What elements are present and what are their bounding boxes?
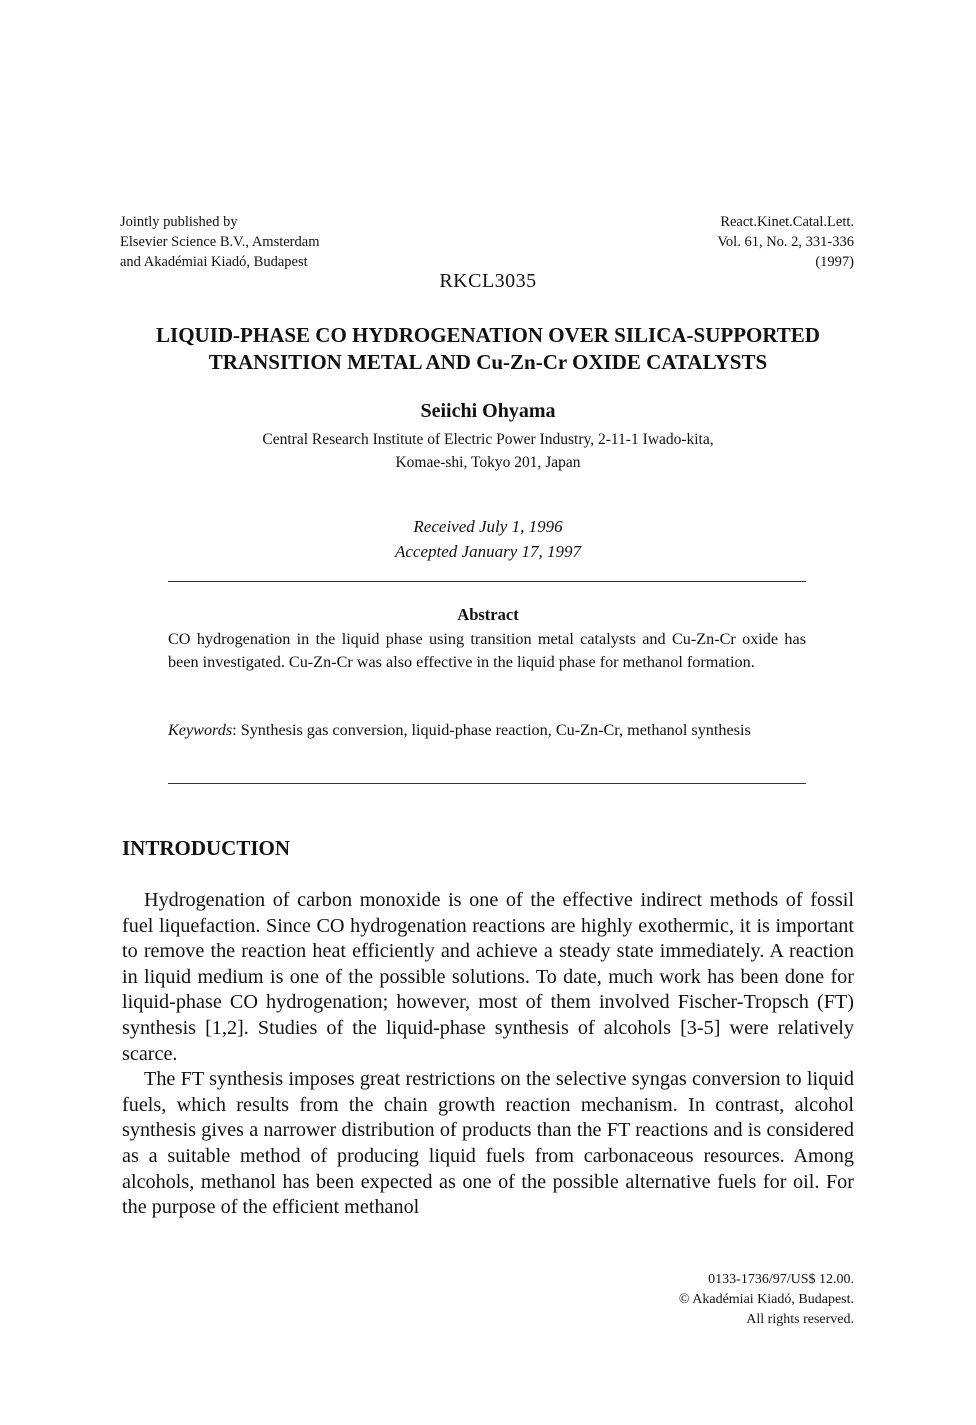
- keywords: [168, 719, 806, 742]
- article-code: RKCL3035: [439, 270, 537, 292]
- author-name: Seiichi Ohyama: [420, 400, 556, 422]
- journal-citation: [554, 212, 854, 272]
- footer-line: 0133-1736/97/US$ 12.00.: [708, 1272, 854, 1287]
- article-title: [100, 322, 876, 376]
- journal-line: React.Kinet.Catal.Lett.: [720, 214, 854, 230]
- title-line: TRANSITION METAL AND Cu-Zn-Cr OXIDE CATALYSTS: [208, 350, 768, 374]
- top-divider: [168, 581, 806, 582]
- title-line: LIQUID-PHASE CO HYDROGENATION OVER SILICA-SUPPORTED: [156, 323, 820, 347]
- article-dates: [0, 514, 976, 564]
- publisher-info: [120, 212, 450, 272]
- journal-line: Vol. 61, No. 2, 331-336: [717, 234, 854, 250]
- introduction-body: [122, 888, 854, 1221]
- introduction-heading: INTRODUCTION: [122, 836, 291, 860]
- publisher-line: and Akadémiai Kiadó, Budapest: [120, 254, 308, 270]
- abstract-heading: Abstract: [457, 605, 519, 624]
- paragraph: The FT synthesis imposes great restrictions on the selective syngas conversion to liquid fuels, which results from the chain growth reaction mechanism. In contrast, alcohol synthesis gives a narrower distribution of products than the FT reactions and is considered as a suitable method of producing liquid fuels from carbonaceous resources. Among alcohols, methanol has been expected as one of the possible alternative fuels for oil. For the purpose of the efficient methanol: [122, 1068, 854, 1219]
- author-affiliation: [0, 428, 976, 474]
- paragraph: Hydrogenation of carbon monoxide is one of the effective indirect methods of fossil fuel liquefaction. Since CO hydrogenation reactions are highly exothermic, it is important to remove the reaction heat efficiently and achieve a steady state immediately. A reaction in liquid medium is one of the possible solutions. To date, much work has been done for liquid-phase CO hydrogenation; however, most of them involved Fischer-Tropsch (FT) synthesis [1,2]. Studies of the liquid-phase synthesis of alcohols [3-5] were relatively scarce.: [122, 889, 854, 1065]
- affiliation-line: Komae-shi, Tokyo 201, Japan: [395, 454, 581, 471]
- footer-line: © Akadémiai Kiadó, Budapest.: [678, 1292, 854, 1307]
- publisher-line: Elsevier Science B.V., Amsterdam: [120, 234, 320, 250]
- copyright-footer: [679, 1270, 854, 1330]
- keywords-text: : Synthesis gas conversion, liquid-phase reaction, Cu-Zn-Cr, methanol synthesis: [232, 721, 751, 739]
- accepted-date: Accepted January 17, 1997: [395, 542, 581, 561]
- abstract-text: CO hydrogenation in the liquid phase using transition metal catalysts and Cu-Zn-Cr oxide has been investigated. Cu-Zn-Cr was also effective in the liquid phase for methanol formation.: [168, 630, 806, 671]
- affiliation-line: Central Research Institute of Electric Power Industry, 2-11-1 Iwado-kita,: [262, 431, 714, 448]
- received-date: Received July 1, 1996: [413, 517, 563, 536]
- footer-line: All rights reserved.: [746, 1312, 854, 1327]
- bottom-divider: [168, 783, 806, 784]
- publisher-line: Jointly published by: [120, 214, 238, 230]
- keywords-label: Keywords: [168, 721, 233, 739]
- journal-line: (1997): [815, 254, 854, 270]
